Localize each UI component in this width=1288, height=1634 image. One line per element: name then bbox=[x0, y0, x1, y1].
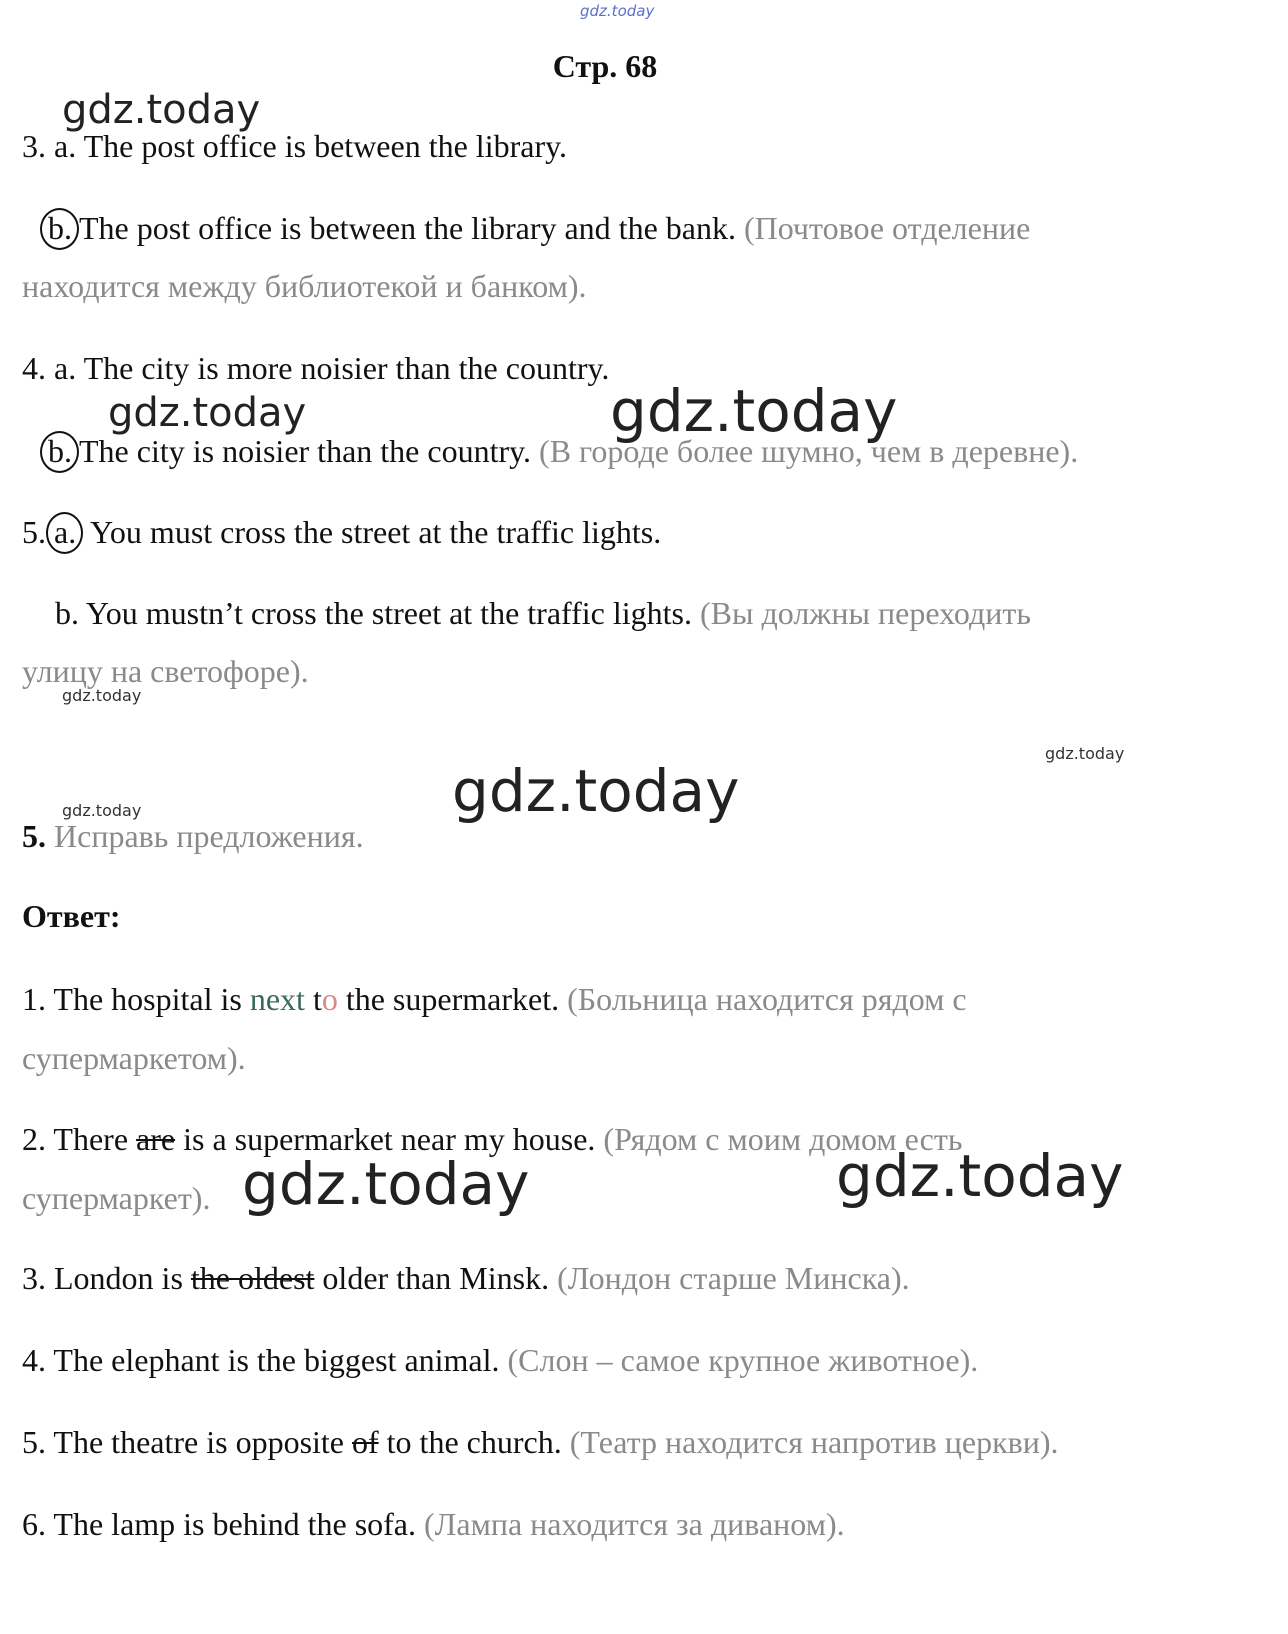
task-heading bbox=[22, 820, 364, 852]
item-3a: 3. a. The post office is between the library. bbox=[22, 128, 568, 164]
item-3b-ru-cont: находится между библиотекой и банком). bbox=[22, 268, 587, 304]
answer-5-text: 5. The theatre is opposite bbox=[22, 1424, 352, 1460]
answer-6-text: 6. The lamp is behind the sofa. bbox=[22, 1506, 416, 1542]
answer-2-ru-cont: супермаркет). bbox=[22, 1180, 211, 1216]
watermark: gdz.today bbox=[242, 1150, 530, 1218]
answer-3-text: 3. London is bbox=[22, 1260, 191, 1296]
answer-5-post: to the church. bbox=[378, 1424, 562, 1460]
answer-5-strikethrough: of bbox=[352, 1424, 379, 1460]
watermark: gdz.today bbox=[62, 801, 142, 820]
answer-6-ru: (Лампа находится за диваном). bbox=[416, 1506, 845, 1542]
watermark: gdz.today bbox=[62, 686, 142, 705]
answer-label: Ответ: bbox=[22, 898, 121, 934]
answer-1-text: 1. The hospital is bbox=[22, 981, 250, 1017]
answer-5-ru: (Театр находится напротив церкви). bbox=[561, 1424, 1059, 1460]
task-number: 5. bbox=[22, 818, 46, 854]
watermark: gdz.today bbox=[610, 377, 898, 445]
item-5-number: 5. bbox=[22, 514, 46, 550]
answer-6 bbox=[22, 1508, 845, 1540]
answer-1-next: next bbox=[249, 981, 305, 1017]
item-5b bbox=[55, 597, 1031, 629]
item-4b-ru: (В городе более шумно, чем в деревне). bbox=[531, 433, 1079, 469]
answer-3 bbox=[22, 1262, 910, 1294]
answer-4-text: 4. The elephant is the biggest animal. bbox=[22, 1342, 500, 1378]
watermark: gdz.today bbox=[452, 757, 740, 825]
answer-1-ru-cont: супермаркетом). bbox=[22, 1040, 246, 1076]
item-4a: 4. a. The city is more noisier than the country. bbox=[22, 350, 610, 386]
answer-1-post: the supermarket. bbox=[337, 981, 560, 1017]
item-4b bbox=[40, 431, 1078, 473]
circled-mark: b. bbox=[40, 431, 79, 473]
item-5b-ru: (Вы должны переходить bbox=[691, 595, 1031, 631]
item-5a bbox=[22, 512, 661, 554]
answer-5 bbox=[22, 1426, 1059, 1458]
item-5b-ru-cont: улицу на светофоре). bbox=[22, 653, 309, 689]
answer-3-post: older than Minsk. bbox=[314, 1260, 550, 1296]
watermark: gdz.today bbox=[1045, 744, 1125, 763]
item-3b-en: The post office is between the library and the bank. bbox=[79, 210, 736, 246]
watermark-top: gdz.today bbox=[580, 2, 655, 20]
answer-2-ru: (Рядом с моим домом есть bbox=[595, 1121, 963, 1157]
answer-2-text: 2. There bbox=[22, 1121, 137, 1157]
item-5a-en: You must cross the street at the traffic lights. bbox=[83, 514, 662, 550]
answer-3-ru: (Лондон старше Минска). bbox=[549, 1260, 910, 1296]
item-3b bbox=[40, 208, 1030, 250]
circled-mark: a. bbox=[46, 512, 83, 554]
task-instruction: Исправь предложения. bbox=[46, 818, 364, 854]
watermark: gdz.today bbox=[108, 390, 307, 436]
item-3b-ru: (Почтовое отделение bbox=[735, 210, 1031, 246]
item-5b-en: b. You mustn’t cross the street at the traffic lights. bbox=[55, 595, 692, 631]
item-4b-en: The city is noisier than the country. bbox=[79, 433, 532, 469]
answer-4 bbox=[22, 1344, 978, 1376]
answer-2-strikethrough: are bbox=[136, 1121, 176, 1157]
page-title: Стр. 68 bbox=[552, 48, 658, 84]
answer-1-ru: (Больница находится рядом с bbox=[559, 981, 967, 1017]
answer-2 bbox=[22, 1123, 962, 1155]
answer-1-o: o bbox=[321, 981, 338, 1017]
circled-mark: b. bbox=[40, 208, 79, 250]
answer-2-post: is a supermarket near my house. bbox=[175, 1121, 596, 1157]
answer-1 bbox=[22, 983, 967, 1015]
answer-3-strikethrough: the oldest bbox=[190, 1260, 315, 1296]
answer-4-ru: (Слон – самое крупное животное). bbox=[499, 1342, 979, 1378]
watermark: gdz.today bbox=[62, 87, 261, 133]
watermark: gdz.today bbox=[836, 1142, 1124, 1210]
answer-1-t: t bbox=[304, 981, 322, 1017]
